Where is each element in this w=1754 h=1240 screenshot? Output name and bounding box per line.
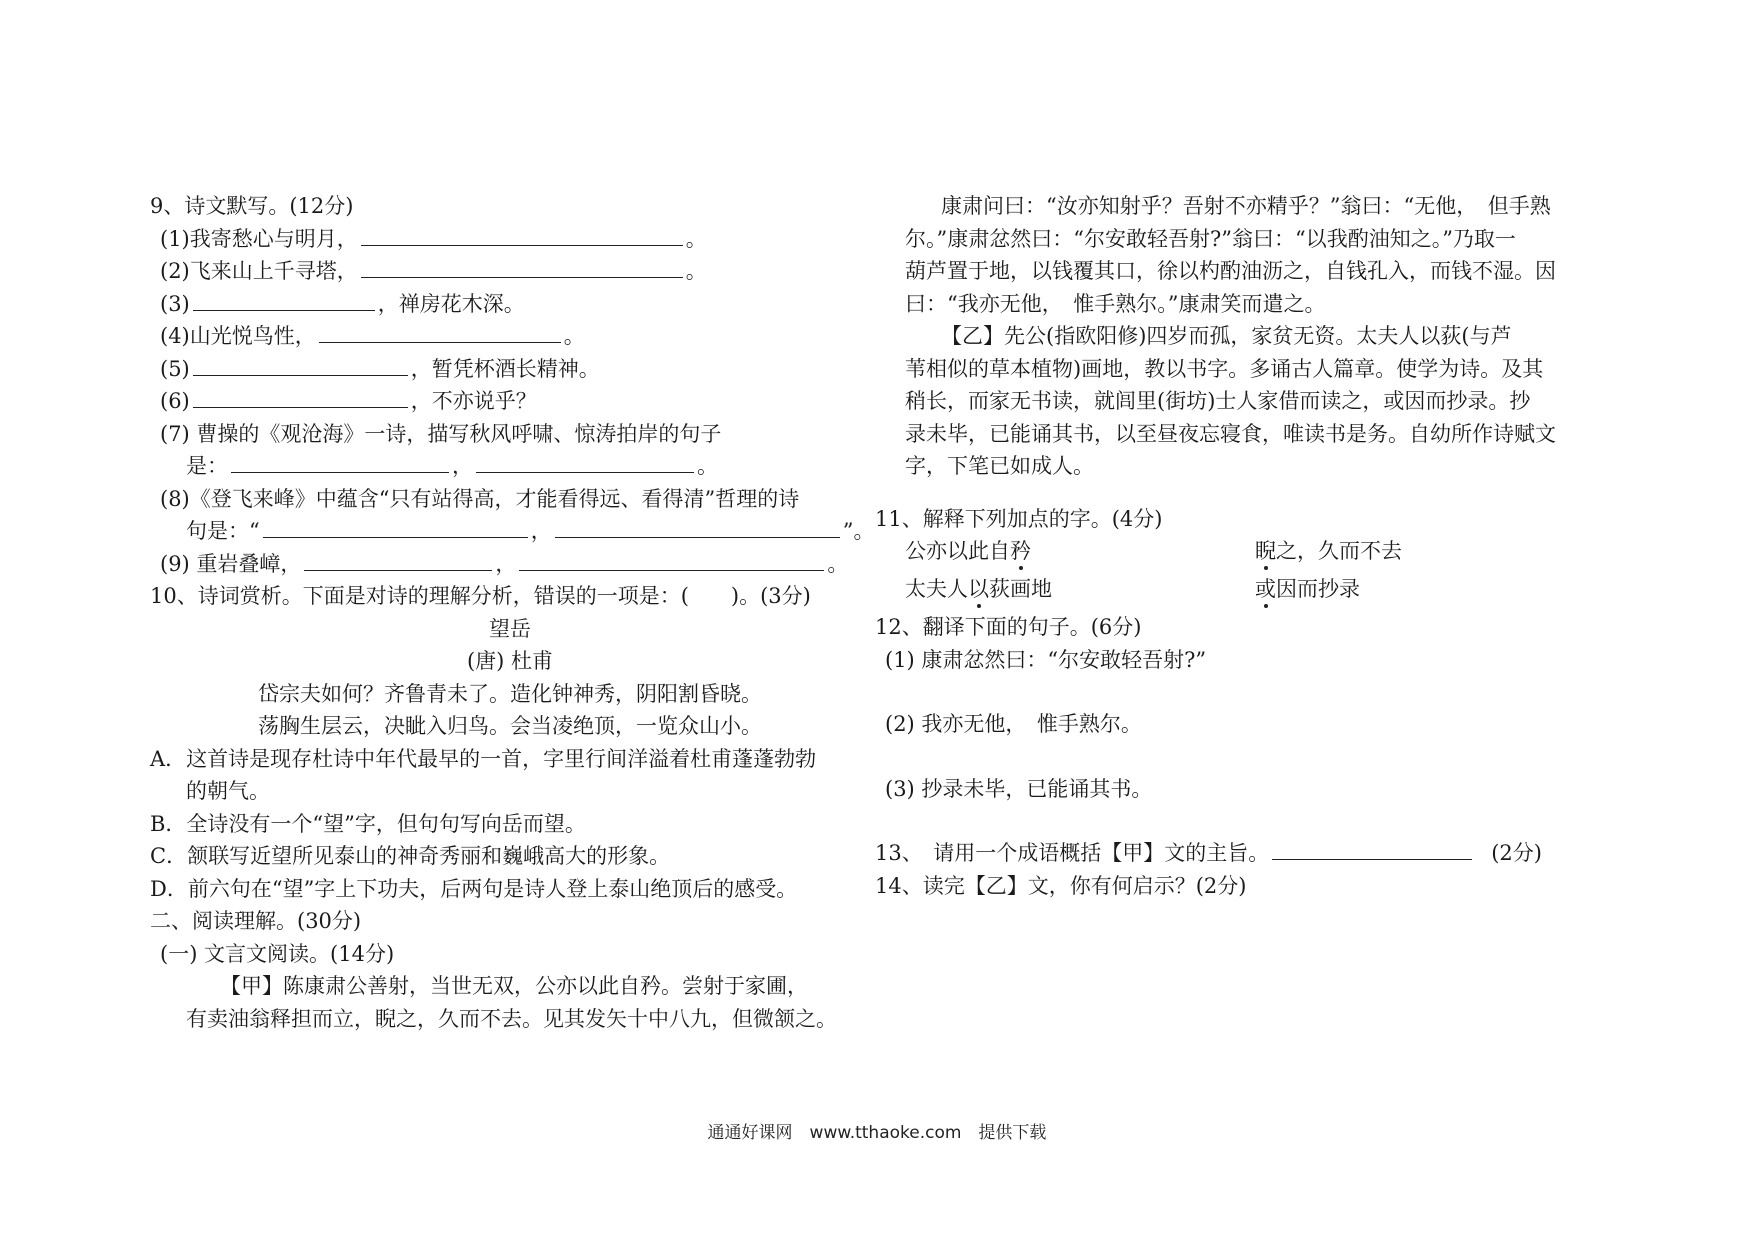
passage-jia-line-1: 【甲】陈康肃公善射，当世无双，公亦以此自矜。尝射于家圃，	[220, 974, 808, 998]
q9-title: 9、诗文默写。(12分)	[150, 194, 354, 218]
q11-item-a: 公亦以此自矜	[905, 539, 1031, 563]
answer-space[interactable]	[905, 676, 1625, 708]
answer-blank[interactable]	[361, 223, 683, 246]
answer-blank[interactable]	[476, 450, 694, 473]
q9-item-1: (1)我寄愁心与明月， 。	[150, 223, 870, 256]
passage-jia-line-2: 有卖油翁释担而立，睨之，久而不去。见其发矢十中八九，但微颔之。	[186, 1006, 837, 1031]
q12-item-2: (2) 我亦无他， 惟手熟尔。	[885, 712, 1142, 736]
q12-item-1: (1) 康肃忿然曰：“尔安敢轻吾射?”	[885, 647, 1207, 672]
answer-blank[interactable]	[1272, 837, 1472, 860]
passage-yi-line-5: 字，下笔已如成人。	[905, 454, 1094, 478]
q12-item-3: (3) 抄录未毕，已能诵其书。	[885, 776, 1153, 801]
poem-title: 望岳	[489, 616, 531, 641]
q9-item-3: (3) ，禅房花木深。	[150, 288, 870, 321]
q11-title: 11、解释下列加点的字。(4分)	[875, 506, 1163, 531]
q9-item-4: (4)山光悦鸟性， 。	[150, 320, 870, 353]
right-column	[875, 190, 1625, 902]
section-2-title: 二、阅读理解。(30分)	[150, 909, 362, 933]
poem-line-2: 荡胸生层云，决眦入归鸟。会当凌绝顶，一览众山小。	[258, 714, 762, 738]
q11-row-2	[905, 573, 1625, 611]
passage-yi-line-4: 录未毕，已能诵其书，以至昼夜忘寝食，唯读书是务。自幼所作诗赋文	[905, 421, 1556, 446]
answer-blank[interactable]	[319, 320, 561, 343]
option-b: B．全诗没有一个“望”字，但句句写向岳而望。	[150, 811, 586, 836]
q11-item-b: 睨之，久而不去	[1255, 539, 1402, 563]
option-d: D．前六句在“望”字上下功夫，后两句是诗人登上泰山绝顶后的感受。	[150, 876, 798, 901]
answer-blank[interactable]	[193, 353, 408, 376]
option-c: C．颔联写近望所见泰山的神奇秀丽和巍峨高大的形象。	[150, 844, 671, 868]
answer-blank[interactable]	[263, 515, 528, 538]
q13: 13、 请用一个成语概括【甲】文的主旨。 (2分)	[875, 837, 1625, 870]
passage-yi-line-3: 稍长，而家无书读，就闾里(街坊)士人家借而读之，或因而抄录。抄	[905, 389, 1531, 413]
q9-item-7-prompt: (7) 曹操的《观沧海》一诗，描写秋风呼啸、惊涛拍岸的句子	[160, 421, 722, 446]
answer-blank[interactable]	[361, 255, 683, 278]
option-a-line-2: 的朝气。	[186, 779, 270, 803]
q11-item-d: 或因而抄录	[1255, 577, 1360, 601]
left-column	[150, 190, 875, 1035]
option-a-line-1: A．这首诗是现存杜诗中年代最早的一首，字里行间洋溢着杜甫蓬蓬勃勃	[150, 746, 817, 771]
q11-item-c: 太夫人以荻画地	[905, 577, 1052, 601]
passage-jia-line-3: 康肃问曰：“汝亦知射乎？吾射不亦精乎？”翁曰：“无他， 但手熟	[941, 194, 1551, 218]
section-2-1-title: (一) 文言文阅读。(14分)	[160, 941, 395, 966]
answer-blank[interactable]	[304, 548, 492, 571]
q9-item-8-prompt: (8)《登飞来峰》中蕴含“只有站得高，才能看得远、看得清”哲理的诗	[160, 486, 800, 511]
q12-title: 12、翻译下面的句子。(6分)	[875, 615, 1142, 639]
footer-source: 通通好课网 www.tthaoke.com 提供下载	[707, 1123, 1047, 1143]
q9-item-2: (2)飞来山上千寻塔， 。	[150, 255, 870, 288]
passage-yi-line-1: 【乙】先公(指欧阳修)四岁而孤，家贫无资。太夫人以荻(与芦	[941, 324, 1512, 348]
answer-blank[interactable]	[193, 288, 375, 311]
answer-blank[interactable]	[231, 450, 449, 473]
answer-blank[interactable]	[555, 515, 840, 538]
answer-blank[interactable]	[519, 548, 824, 571]
q9-item-9: (9) 重岩叠嶂， ， 。	[150, 548, 870, 581]
passage-jia-line-5: 葫芦置于地，以钱覆其口，徐以杓酌油沥之，自钱孔入，而钱不湿。因	[905, 259, 1556, 283]
q9-item-5: (5) ，暂凭杯酒长精神。	[150, 353, 870, 386]
q11-row-1	[905, 535, 1625, 573]
answer-blank[interactable]	[193, 385, 408, 408]
passage-yi-line-2: 苇相似的草本植物)画地，教以书字。多诵古人篇章。使学为诗。及其	[905, 356, 1544, 381]
q14: 14、读完【乙】文，你有何启示？(2分)	[875, 873, 1247, 898]
poem-line-1: 岱宗夫如何？齐鲁青未了。造化钟神秀，阴阳割昏晓。	[258, 681, 762, 706]
poem-author: (唐) 杜甫	[466, 649, 554, 673]
q10-title: 10、诗词赏析。下面是对诗的理解分析，错误的一项是：( )。(3分)	[150, 584, 811, 608]
passage-jia-line-6: 曰：“我亦无他， 惟手熟尔。”康肃笑而遣之。	[905, 291, 1326, 316]
q9-item-6: (6) ，不亦说乎？	[150, 385, 870, 418]
answer-space[interactable]	[905, 741, 1625, 773]
q9-item-7-answer: 是： ， 。	[150, 450, 870, 483]
passage-jia-line-4: 尔。”康肃忿然曰：“尔安敢轻吾射?”翁曰：“以我酌油知之。”乃取一	[905, 226, 1516, 251]
answer-space[interactable]	[905, 805, 1625, 837]
q9-item-8-answer: 句是：“ ， ”。	[150, 515, 870, 548]
